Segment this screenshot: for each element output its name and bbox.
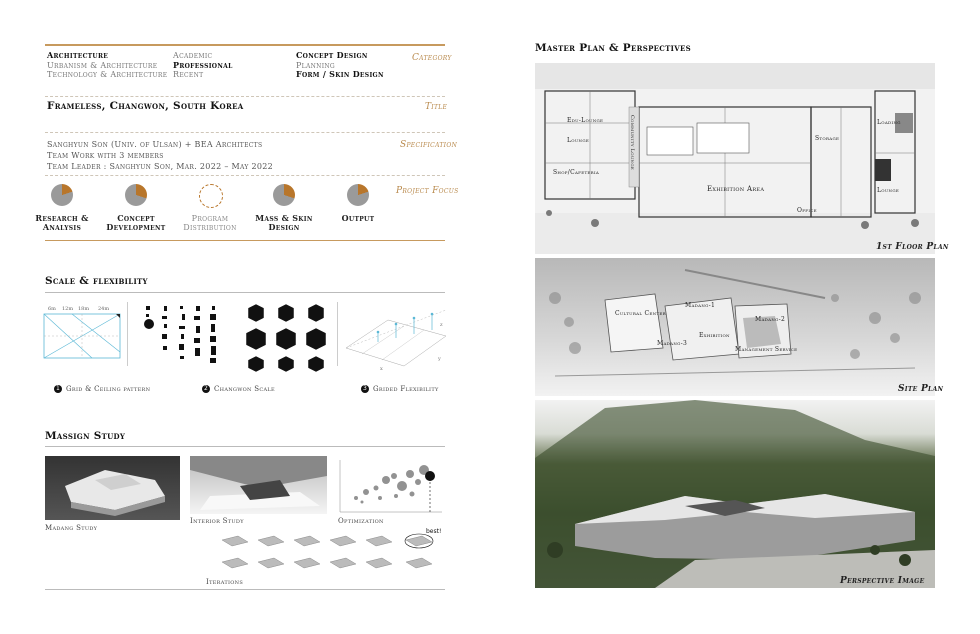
- site-label: Madang-3: [657, 340, 688, 347]
- title-label: Title: [425, 102, 448, 112]
- category-item: Form / Skin Design: [296, 69, 384, 79]
- site-label: Cultural Center: [615, 310, 666, 317]
- master-plan-heading: Master Plan & Perspectives: [535, 42, 691, 54]
- hex-massing-diagram: [240, 302, 332, 376]
- site-label: Madang-1: [685, 302, 716, 309]
- divider: [45, 96, 445, 97]
- number-badge: 2: [203, 385, 209, 392]
- site-label: Management Service: [735, 346, 798, 353]
- divider: [45, 292, 445, 293]
- focus-pie-chart: [273, 184, 295, 206]
- svg-text:x: x: [380, 366, 383, 372]
- category-item: Planning: [296, 60, 336, 70]
- category-item: Urbanism & Architecture: [47, 60, 158, 70]
- divider: [45, 175, 445, 176]
- category-item: Concept Design: [296, 50, 368, 60]
- focus-label: Concept Development: [106, 213, 166, 232]
- scale-heading: Scale & flexibility: [45, 275, 148, 287]
- first-floor-plan: [535, 63, 935, 254]
- grided-flexibility-diagram: [342, 302, 446, 372]
- focus-label: Research & Analysis: [35, 213, 89, 232]
- grid-tick-label: 18m: [78, 306, 90, 312]
- focus-pie-chart: [347, 184, 369, 206]
- iterations-grid: [216, 532, 446, 578]
- room-label: Exhibition Area: [707, 185, 765, 193]
- category-item: Technology & Architecture: [47, 70, 168, 79]
- room-label: Loading: [877, 119, 901, 126]
- top-divider: [45, 44, 445, 46]
- spec-line: Team Work with 3 members: [47, 151, 164, 160]
- category-item: Recent: [173, 70, 204, 79]
- caption-flexibility: [361, 385, 439, 393]
- divider: [337, 302, 338, 366]
- site-label: Madang-2: [755, 316, 786, 323]
- category-col-3: [296, 51, 384, 80]
- focus-label: Program Distribution: [183, 214, 237, 232]
- perspective-image: [535, 400, 935, 588]
- category-item: Professional: [173, 59, 233, 70]
- room-label: Storage: [815, 135, 840, 142]
- massing-heading: Massign Study: [45, 430, 126, 442]
- focus-pie-chart: [199, 184, 223, 208]
- grid-tick-label: 6m: [48, 306, 56, 312]
- svg-text:z: z: [440, 322, 443, 328]
- focus-label: Mass & Skin Design: [255, 213, 313, 232]
- divider: [45, 132, 445, 133]
- room-label: Office: [797, 207, 817, 214]
- caption-madang: Madang Study: [45, 524, 98, 532]
- changwon-scale-diagram: [138, 302, 234, 366]
- perspective-label: Perspective Image: [840, 576, 925, 586]
- number-badge: 3: [362, 385, 368, 392]
- optimization-scatter: [336, 458, 444, 514]
- site-plan-label: Site Plan: [898, 384, 944, 394]
- focus-label: Output: [341, 213, 375, 223]
- category-col-1: [47, 51, 167, 80]
- category-col-2: [173, 51, 233, 80]
- caption-interior: Interior Study: [190, 517, 244, 525]
- grid-tick-label: 12m: [62, 306, 74, 312]
- project-title: Frameless, Changwon, South Korea: [47, 100, 244, 112]
- room-label: Edu-Lounge: [567, 117, 604, 124]
- room-label: Lounge: [877, 187, 900, 194]
- site-label: Exhibition: [699, 332, 730, 339]
- site-plan: [535, 258, 935, 396]
- grid-tick-label: 24m: [98, 306, 110, 312]
- divider: [45, 589, 445, 590]
- number-badge: 1: [55, 385, 61, 392]
- specification-text: [47, 139, 273, 172]
- divider: [45, 446, 445, 447]
- spec-line: Team Leader : Sanghyun Son, Mar. 2022 – May 2022: [47, 162, 274, 171]
- caption-iterations: Iterations: [206, 578, 244, 586]
- caption-scale: [202, 385, 275, 393]
- interior-study-image: [190, 456, 327, 514]
- category-item: Architecture: [47, 50, 109, 60]
- specification-label: Specification: [400, 140, 458, 150]
- category-label: Category: [412, 53, 452, 63]
- svg-text:y: y: [438, 356, 441, 362]
- caption-text: Grid & Ceiling pattern: [66, 385, 151, 393]
- caption-text: Grided Flexibility: [373, 385, 439, 393]
- room-label: Lounge: [567, 137, 590, 144]
- caption-grid: [54, 385, 150, 393]
- focus-pie-chart: [125, 184, 147, 206]
- grid-ceiling-diagram: [42, 302, 124, 362]
- caption-optimization: Optimization: [338, 517, 384, 525]
- divider: [127, 302, 128, 366]
- madang-study-image: [45, 456, 180, 520]
- room-label: Shop/Cafeteria: [553, 169, 600, 176]
- best-label: best!: [426, 528, 442, 535]
- focus-pie-chart: [51, 184, 73, 206]
- project-focus-label: Project Focus: [396, 186, 459, 196]
- bottom-divider: [45, 240, 445, 241]
- category-item: Academic: [173, 51, 213, 60]
- room-label: Community Lounge: [629, 115, 635, 171]
- spec-line: Sanghyun Son (Univ. of Ulsan) + BEA Architects: [47, 140, 263, 149]
- caption-text: Changwon Scale: [214, 385, 275, 393]
- first-floor-plan-label: 1st Floor Plan: [876, 242, 949, 252]
